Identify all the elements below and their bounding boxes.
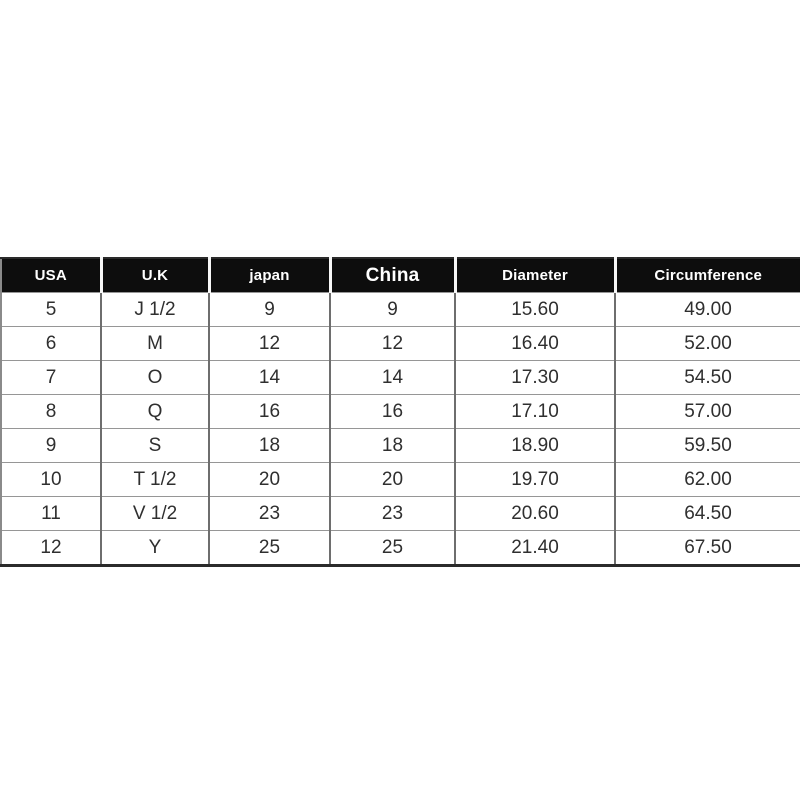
cell-uk: V 1/2 (101, 497, 209, 531)
cell-usa: 6 (1, 327, 101, 361)
cell-china: 23 (330, 497, 455, 531)
table-row (1, 327, 800, 361)
cell-japan: 25 (209, 531, 330, 566)
ring-size-chart (0, 257, 800, 567)
cell-uk: Q (101, 395, 209, 429)
cell-diameter: 16.40 (455, 327, 615, 361)
cell-diameter: 21.40 (455, 531, 615, 566)
cell-china: 14 (330, 361, 455, 395)
cell-japan: 14 (209, 361, 330, 395)
table-row (1, 531, 800, 566)
cell-diameter: 17.30 (455, 361, 615, 395)
header-japan: japan (209, 258, 330, 293)
table-row (1, 429, 800, 463)
cell-usa: 9 (1, 429, 101, 463)
cell-japan: 16 (209, 395, 330, 429)
table-header (1, 258, 800, 293)
cell-diameter: 20.60 (455, 497, 615, 531)
cell-china: 12 (330, 327, 455, 361)
cell-uk: Y (101, 531, 209, 566)
table-row (1, 395, 800, 429)
cell-uk: O (101, 361, 209, 395)
table-row (1, 293, 800, 327)
cell-japan: 18 (209, 429, 330, 463)
ring-size-conversion-table (0, 257, 800, 567)
cell-circumference: 49.00 (615, 293, 800, 327)
cell-china: 18 (330, 429, 455, 463)
cell-usa: 7 (1, 361, 101, 395)
cell-usa: 10 (1, 463, 101, 497)
cell-usa: 8 (1, 395, 101, 429)
header-diameter: Diameter (455, 258, 615, 293)
cell-circumference: 62.00 (615, 463, 800, 497)
table-row (1, 361, 800, 395)
cell-diameter: 15.60 (455, 293, 615, 327)
cell-circumference: 57.00 (615, 395, 800, 429)
cell-uk: T 1/2 (101, 463, 209, 497)
cell-diameter: 18.90 (455, 429, 615, 463)
header-china: China (330, 258, 455, 293)
table-row (1, 497, 800, 531)
cell-usa: 11 (1, 497, 101, 531)
cell-china: 9 (330, 293, 455, 327)
cell-japan: 12 (209, 327, 330, 361)
table-body (1, 293, 800, 566)
header-circumference: Circumference (615, 258, 800, 293)
header-usa: USA (1, 258, 101, 293)
cell-circumference: 59.50 (615, 429, 800, 463)
table-row (1, 463, 800, 497)
cell-japan: 9 (209, 293, 330, 327)
cell-japan: 23 (209, 497, 330, 531)
cell-usa: 5 (1, 293, 101, 327)
cell-uk: M (101, 327, 209, 361)
cell-uk: S (101, 429, 209, 463)
header-row (1, 258, 800, 293)
cell-china: 20 (330, 463, 455, 497)
cell-circumference: 64.50 (615, 497, 800, 531)
cell-china: 25 (330, 531, 455, 566)
cell-diameter: 19.70 (455, 463, 615, 497)
cell-usa: 12 (1, 531, 101, 566)
header-uk: U.K (101, 258, 209, 293)
cell-japan: 20 (209, 463, 330, 497)
cell-circumference: 54.50 (615, 361, 800, 395)
cell-diameter: 17.10 (455, 395, 615, 429)
cell-china: 16 (330, 395, 455, 429)
cell-circumference: 67.50 (615, 531, 800, 566)
cell-uk: J 1/2 (101, 293, 209, 327)
cell-circumference: 52.00 (615, 327, 800, 361)
